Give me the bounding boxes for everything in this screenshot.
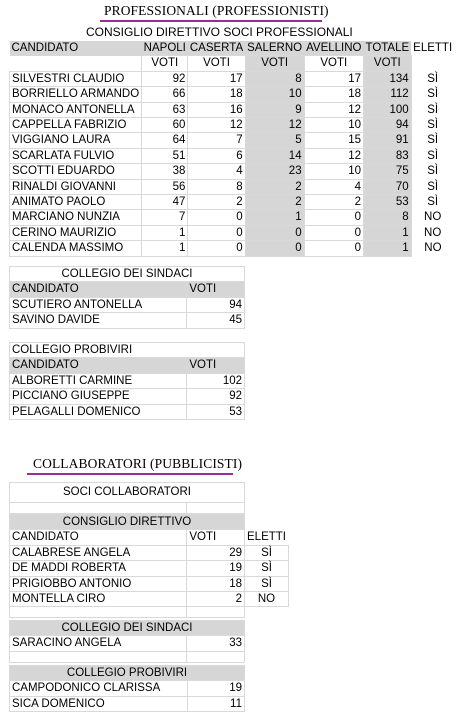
table-row (10, 561, 289, 576)
candidate-eletto: SÌ (427, 88, 439, 101)
candidate-votes: 19 (187, 681, 244, 696)
professionali-underline (100, 20, 322, 22)
candidate-name: PELAGALLI DOMENICO (10, 404, 187, 419)
votes-salerno: 10 (245, 87, 304, 102)
votes-napoli: 51 (142, 148, 188, 163)
votes-caserta: 12 (188, 118, 245, 133)
col-header-caserta: CASERTA (189, 42, 244, 54)
collaboratori-underline (27, 473, 233, 475)
collaboratori-sindaci-table (9, 620, 245, 663)
votes-napoli: 1 (142, 225, 188, 240)
votes-caserta: 18 (188, 87, 245, 102)
candidate-name: SCARLATA FULVIO (10, 148, 142, 163)
table-row (10, 241, 455, 256)
candidate-eletto: SÌ (427, 196, 439, 209)
col-header-eletti: ELETTI (413, 42, 453, 55)
section-title: COLLEGIO PROBIVIRI (10, 666, 245, 681)
col-header-candidato: CANDIDATO (10, 530, 187, 545)
candidate-votes: 33 (187, 636, 245, 651)
candidate-votes: 92 (187, 389, 245, 404)
votes-napoli: 7 (142, 210, 188, 225)
votes-caserta: 0 (188, 210, 245, 225)
table-row (10, 681, 245, 696)
votes-avellino: 2 (304, 195, 363, 210)
candidate-name: MARCIANO NUNZIA (10, 210, 142, 225)
votes-napoli: 60 (142, 118, 188, 133)
votes-napoli: 66 (142, 87, 188, 102)
candidate-name: CERINO MAURIZIO (10, 225, 142, 240)
candidate-name: BORRIELLO ARMANDO (10, 87, 142, 102)
collaboratori-heading: COLLABORATORI (PUBBLICISTI) (33, 456, 243, 471)
votes-avellino: 0 (304, 225, 363, 240)
votes-avellino: 0 (304, 241, 363, 256)
candidate-votes: 11 (187, 696, 244, 711)
table-row (10, 210, 455, 225)
votes-avellino: 12 (304, 102, 363, 117)
col-header-candidato: CANDIDATO (11, 42, 79, 55)
table-row (10, 71, 455, 86)
candidate-name: SCUTIERO ANTONELLA (10, 297, 187, 312)
votes-totale: 91 (364, 133, 412, 148)
candidate-name: CAMPODONICO CLARISSA (10, 681, 188, 696)
table-row (10, 696, 245, 711)
votes-salerno: 12 (245, 118, 304, 133)
candidate-name: PICCIANO GIUSEPPE (10, 389, 187, 404)
votes-avellino: 18 (304, 87, 363, 102)
votes-totale: 100 (364, 102, 412, 117)
professionali-heading: PROFESSIONALI (PROFESSIONISTI) (104, 3, 329, 18)
candidate-name: DE MADDI ROBERTA (10, 561, 187, 576)
candidate-votes: 45 (187, 313, 245, 328)
candidate-name: CALENDA MASSIMO (10, 241, 142, 256)
col-header-avellino: AVELLINO (306, 42, 362, 54)
voti-label: VOTI (304, 56, 363, 71)
section-title: CONSIGLIO DIRETTIVO (10, 515, 245, 530)
votes-salerno: 8 (245, 71, 304, 86)
candidate-eletto: SÌ (245, 545, 289, 560)
candidate-name: MONACO ANTONELLA (10, 102, 142, 117)
voti-label: VOTI (188, 56, 245, 71)
candidate-eletto: SÌ (427, 72, 439, 85)
votes-avellino: 0 (304, 210, 363, 225)
col-header-napoli: NAPOLI (143, 42, 186, 54)
collaboratori-soci-table (9, 482, 245, 514)
section-title: COLLEGIO DEI SINDACI (10, 621, 245, 636)
table-row (10, 148, 455, 163)
subheader-row (10, 56, 455, 71)
candidate-name: SICA DOMENICO (10, 696, 188, 711)
votes-napoli: 1 (142, 241, 188, 256)
voti-label: VOTI (142, 56, 188, 71)
votes-caserta: 0 (188, 225, 245, 240)
candidate-name: PRIGIOBBO ANTONIO (10, 576, 187, 591)
section-title: SOCI COLLABORATORI (10, 483, 245, 503)
voti-label: VOTI (245, 56, 304, 71)
votes-salerno: 2 (245, 195, 304, 210)
candidate-votes: 19 (187, 561, 245, 576)
section-title: COLLEGIO DEI SINDACI (10, 267, 245, 282)
table-row (10, 102, 455, 117)
votes-caserta: 2 (188, 195, 245, 210)
candidate-eletto: SÌ (427, 165, 439, 178)
votes-avellino: 10 (304, 118, 363, 133)
candidate-name: ANIMATO PAOLO (10, 195, 142, 210)
votes-totale: 53 (364, 195, 412, 210)
voti-label: VOTI (364, 56, 412, 71)
table-row (10, 404, 245, 419)
professionali-probiviri-table (9, 342, 245, 420)
votes-napoli: 92 (142, 71, 188, 86)
candidate-name: SARACINO ANGELA (10, 636, 187, 651)
col-header-salerno: SALERNO (247, 42, 303, 54)
table-row (10, 118, 455, 133)
table-row (10, 636, 245, 651)
candidate-eletto: SÌ (245, 576, 289, 591)
votes-salerno: 5 (245, 133, 304, 148)
votes-napoli: 38 (142, 164, 188, 179)
table-row (10, 87, 455, 102)
votes-avellino: 17 (304, 71, 363, 86)
table-row (10, 545, 289, 560)
professionali-sindaci-table (9, 266, 245, 329)
collaboratori-probiviri-table (9, 665, 245, 712)
votes-napoli: 63 (142, 102, 188, 117)
candidate-name: SCOTTI EDUARDO (10, 164, 142, 179)
votes-napoli: 56 (142, 179, 188, 194)
candidate-name: CALABRESE ANGELA (10, 545, 187, 560)
table-row (10, 179, 455, 194)
col-header-candidato: CANDIDATO (10, 282, 187, 297)
col-header-voti: VOTI (187, 530, 245, 545)
candidate-eletto: NO (424, 211, 442, 224)
votes-caserta: 6 (188, 148, 245, 163)
col-header-candidato: CANDIDATO (10, 358, 187, 373)
professionali-subtitle: CONSIGLIO DIRETTIVO SOCI PROFESSIONALI (86, 25, 353, 39)
candidate-eletto: NO (424, 226, 442, 239)
table-row (10, 592, 289, 607)
col-header-eletti: ELETTI (247, 531, 286, 544)
votes-totale: 8 (364, 210, 412, 225)
votes-caserta: 16 (188, 102, 245, 117)
candidate-name: ALBORETTI CARMINE (10, 373, 187, 388)
votes-salerno: 23 (245, 164, 304, 179)
table-row (10, 313, 245, 328)
candidate-votes: 53 (187, 404, 245, 419)
votes-avellino: 12 (304, 148, 363, 163)
votes-caserta: 7 (188, 133, 245, 148)
votes-salerno: 2 (245, 179, 304, 194)
table-header-row (10, 41, 455, 56)
votes-totale: 94 (364, 118, 412, 133)
candidate-eletto: SÌ (427, 134, 439, 147)
candidate-votes: 94 (187, 297, 245, 312)
candidate-eletto: NO (424, 242, 442, 255)
col-header-voti: VOTI (187, 282, 245, 297)
votes-napoli: 64 (142, 133, 188, 148)
candidate-eletto: SÌ (427, 180, 439, 193)
votes-salerno: 9 (245, 102, 304, 117)
candidate-eletto: SÌ (427, 103, 439, 116)
table-row (10, 373, 245, 388)
votes-napoli: 47 (142, 195, 188, 210)
candidate-name: SILVESTRI CLAUDIO (10, 71, 142, 86)
votes-avellino: 10 (304, 164, 363, 179)
candidate-votes: 29 (187, 545, 245, 560)
votes-caserta: 4 (188, 164, 245, 179)
candidate-eletto: SÌ (427, 149, 439, 162)
col-header-voti: VOTI (187, 358, 245, 373)
votes-avellino: 4 (304, 179, 363, 194)
votes-salerno: 1 (245, 210, 304, 225)
candidate-votes: 102 (187, 373, 245, 388)
votes-salerno: 0 (245, 225, 304, 240)
table-row (10, 225, 455, 240)
votes-caserta: 8 (188, 179, 245, 194)
votes-totale: 70 (364, 179, 412, 194)
candidate-name: CAPPELLA FABRIZIO (10, 118, 142, 133)
collaboratori-direttivo-table (9, 514, 289, 618)
votes-totale: 134 (364, 71, 412, 86)
votes-salerno: 14 (245, 148, 304, 163)
candidate-votes: 18 (187, 576, 245, 591)
votes-totale: 75 (364, 164, 412, 179)
candidate-name: VIGGIANO LAURA (10, 133, 142, 148)
candidate-name: RINALDI GIOVANNI (10, 179, 142, 194)
section-title: COLLEGIO PROBIVIRI (10, 343, 245, 358)
votes-avellino: 15 (304, 133, 363, 148)
col-header-totale: TOTALE (365, 42, 410, 54)
candidate-name: MONTELLA CIRO (10, 592, 187, 607)
votes-salerno: 0 (245, 241, 304, 256)
votes-totale: 112 (364, 87, 412, 102)
votes-caserta: 0 (188, 241, 245, 256)
votes-caserta: 17 (188, 71, 245, 86)
table-row (10, 389, 245, 404)
votes-totale: 1 (364, 225, 412, 240)
professionali-results-table (9, 41, 455, 257)
table-row (10, 576, 289, 591)
candidate-eletto: SÌ (245, 561, 289, 576)
candidate-eletto: NO (245, 592, 289, 607)
votes-totale: 83 (364, 148, 412, 163)
table-row (10, 133, 455, 148)
votes-totale: 1 (364, 241, 412, 256)
candidate-votes: 2 (187, 592, 245, 607)
table-row (10, 297, 245, 312)
table-row (10, 164, 455, 179)
candidate-eletto: SÌ (427, 119, 439, 132)
table-row (10, 195, 455, 210)
candidate-name: SAVINO DAVIDE (10, 313, 187, 328)
